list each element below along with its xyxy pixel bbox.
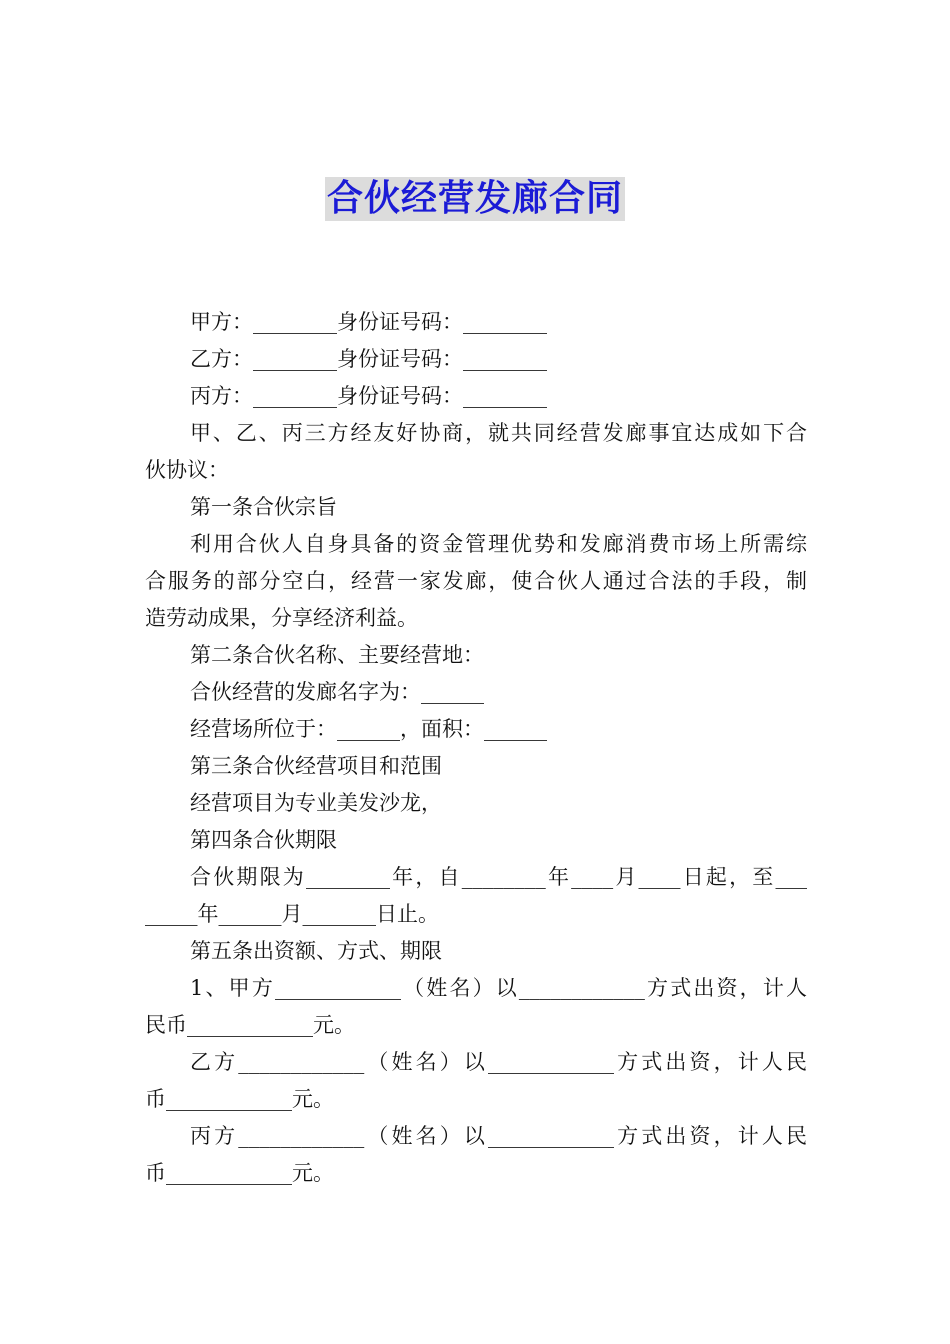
party-c-line: 丙方：________身份证号码：________	[190, 384, 547, 408]
article-4-heading: 第四条合伙期限	[190, 828, 337, 852]
document-title: 合伙经营发廊合同	[326, 178, 623, 219]
article-1-text-line-2: 合服务的部分空白，经营一家发廊，使合伙人通过合法的手段，制	[145, 569, 807, 593]
document-body	[145, 304, 807, 1192]
article-5-party-c-line-2: 币____________元。	[145, 1161, 334, 1185]
article-4-text-line-2: _____年______月_______日止。	[145, 902, 439, 926]
article-5-party-a-line-1: 1、甲方____________（姓名）以____________方式出资，计人	[190, 976, 807, 1000]
article-1-text-line-3: 造劳动成果，分享经济利益。	[145, 606, 418, 630]
intro-line-2: 伙协议：	[145, 458, 229, 482]
article-4-text-line-1: 合伙期限为________年，自________年____月____日起，至___	[190, 865, 807, 889]
article-2-heading: 第二条合伙名称、主要经营地：	[190, 643, 484, 667]
article-1-heading: 第一条合伙宗旨	[190, 495, 337, 519]
article-3-heading: 第三条合伙经营项目和范围	[190, 754, 442, 778]
article-3-text: 经营项目为专业美发沙龙，	[190, 791, 442, 815]
article-5-party-b-line-2: 币____________元。	[145, 1087, 334, 1111]
article-2-place-line: 经营场所位于：______，面积：______	[190, 717, 547, 741]
article-5-party-a-line-2: 民币____________元。	[145, 1013, 355, 1037]
intro-line-1: 甲、乙、丙三方经友好协商，就共同经营发廊事宜达成如下合	[190, 421, 807, 445]
article-1-text-line-1: 利用合伙人自身具备的资金管理优势和发廊消费市场上所需综	[190, 532, 807, 556]
article-5-heading: 第五条出资额、方式、期限	[190, 939, 442, 963]
party-b-line: 乙方：________身份证号码：________	[190, 347, 547, 371]
article-2-name-line: 合伙经营的发廊名字为：______	[190, 680, 484, 704]
party-a-line: 甲方：________身份证号码：________	[190, 310, 547, 334]
article-5-party-b-line-1: 乙方____________（姓名）以____________方式出资，计人民	[190, 1050, 807, 1074]
title-block	[0, 177, 950, 221]
article-5-party-c-line-1: 丙方____________（姓名）以____________方式出资，计人民	[190, 1124, 807, 1148]
